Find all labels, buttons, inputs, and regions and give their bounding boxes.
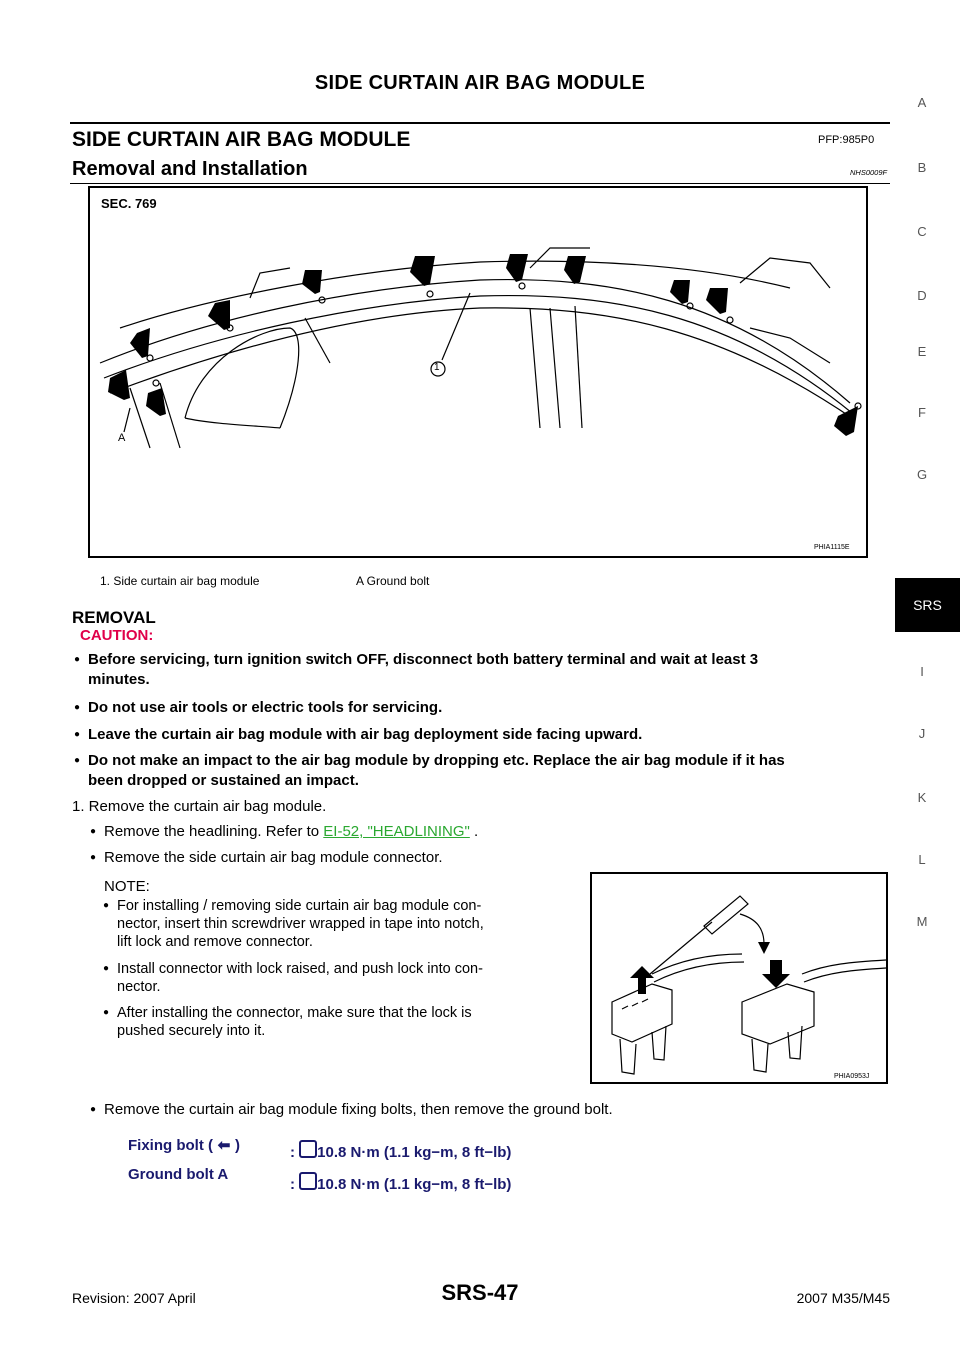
footer-page-number: SRS-47 bbox=[441, 1280, 519, 1305]
torque-fixing-value: : 10.8 N·m (1.1 kg−m, 8 ft−lb) bbox=[290, 1140, 511, 1161]
torque-ground-value: : 10.8 N·m (1.1 kg−m, 8 ft−lb) bbox=[290, 1172, 511, 1193]
index-letter-c[interactable]: C bbox=[917, 224, 927, 239]
caution-item-2: ● Do not use air tools or electric tools for servicing. bbox=[74, 699, 443, 716]
subsection-code: NHS0009F bbox=[850, 168, 888, 177]
index-letter-f[interactable]: F bbox=[918, 405, 926, 420]
figure-sec-number: SEC. 769 bbox=[101, 196, 157, 211]
torque-ground-label: Ground bolt A bbox=[128, 1166, 229, 1183]
bullet-icon: ● bbox=[103, 900, 110, 911]
bullet-icon: ● bbox=[74, 702, 81, 713]
index-letter-m[interactable]: M bbox=[916, 914, 928, 929]
index-letter-e[interactable]: E bbox=[917, 344, 927, 359]
figure-roof-rail-diagram bbox=[88, 186, 868, 558]
index-letter-d[interactable]: D bbox=[917, 288, 927, 303]
bullet-icon: ● bbox=[74, 729, 81, 740]
index-letter-k[interactable]: K bbox=[917, 790, 927, 805]
bullet-icon: ● bbox=[90, 826, 97, 837]
roof-rail-illustration bbox=[90, 188, 866, 556]
sub-step-connector: ● Remove the side curtain air bag module connector. bbox=[90, 849, 443, 866]
caution-label: CAUTION: bbox=[80, 627, 154, 644]
section-code: PFP:985P0 bbox=[818, 134, 875, 146]
index-letter-l[interactable]: L bbox=[918, 852, 926, 867]
note-item-1-line2: nector, insert thin screwdriver wrapped in tape into notch, bbox=[117, 916, 484, 932]
header-rule bbox=[70, 122, 890, 124]
sub-step-headlining: ● Remove the headlining. Refer to EI-52, "HEADLINING" . bbox=[90, 823, 479, 840]
bullet-icon: ● bbox=[103, 963, 110, 974]
note-label: NOTE: bbox=[104, 878, 150, 895]
bullet-icon: ● bbox=[103, 1007, 110, 1018]
index-letter-j[interactable]: J bbox=[918, 726, 926, 741]
torque-fixing-label: Fixing bolt ( ⬅ ) bbox=[128, 1137, 240, 1154]
subsection-title: Removal and Installation bbox=[72, 158, 308, 180]
index-letter-b[interactable]: B bbox=[917, 160, 927, 175]
callout-1: 1 bbox=[434, 362, 440, 373]
index-letter-g[interactable]: G bbox=[916, 467, 928, 482]
footer-revision: Revision: 2007 April bbox=[72, 1290, 196, 1306]
index-tab-srs[interactable]: SRS bbox=[895, 578, 960, 632]
figure-connector-diagram bbox=[590, 872, 888, 1084]
figure-code-1: PHIA1115E bbox=[814, 544, 850, 551]
legend-item-a: A Ground bolt bbox=[356, 574, 430, 588]
caution-item-4: ● Do not make an impact to the air bag module by dropping etc. Replace the air bag module if it has bbox=[74, 752, 785, 769]
note-item-3-line2: pushed securely into it. bbox=[117, 1023, 266, 1039]
note-item-2: ● Install connector with lock raised, and push lock into con- bbox=[103, 961, 483, 977]
caution-item-1-cont: minutes. bbox=[88, 671, 150, 688]
bullet-icon: ● bbox=[90, 1104, 97, 1115]
footer-model: 2007 M35/M45 bbox=[796, 1290, 890, 1306]
note-item-3: ● After installing the connector, make sure that the lock is bbox=[103, 1005, 472, 1021]
index-letter-i[interactable]: I bbox=[920, 664, 924, 679]
note-item-1-line3: lift lock and remove connector. bbox=[117, 934, 313, 950]
note-item-2-line2: nector. bbox=[117, 979, 161, 995]
subsection-rule bbox=[70, 183, 890, 184]
removal-heading: REMOVAL bbox=[72, 608, 156, 627]
page-header-title: SIDE CURTAIN AIR BAG MODULE bbox=[314, 72, 646, 94]
headlining-link[interactable]: EI-52, "HEADLINING" bbox=[323, 823, 470, 840]
arrow-left-icon: ⬅ bbox=[217, 1137, 231, 1154]
caution-item-4-cont: been dropped or sustained an impact. bbox=[88, 772, 359, 789]
index-letter-a[interactable]: A bbox=[917, 95, 927, 110]
note-item-1: ● For installing / removing side curtain air bag module con- bbox=[103, 898, 482, 914]
callout-a: A bbox=[118, 432, 126, 444]
torque-wrench-icon bbox=[299, 1172, 317, 1190]
step-1: 1. Remove the curtain air bag module. bbox=[72, 798, 327, 815]
bullet-icon: ● bbox=[90, 852, 97, 863]
sub-step-fixing-bolts: ● Remove the curtain air bag module fixing bolts, then remove the ground bolt. bbox=[90, 1101, 613, 1118]
figure-code-2: PHIA0953J bbox=[834, 1073, 870, 1080]
connector-illustration bbox=[592, 874, 886, 1082]
bullet-icon: ● bbox=[74, 755, 81, 766]
bullet-icon: ● bbox=[74, 654, 81, 665]
caution-item-1: ● Before servicing, turn ignition switch OFF, disconnect both battery terminal and wait at least 3 bbox=[74, 651, 759, 668]
torque-wrench-icon bbox=[299, 1140, 317, 1158]
section-title: SIDE CURTAIN AIR BAG MODULE bbox=[72, 128, 411, 151]
legend-item-1: 1. Side curtain air bag module bbox=[100, 574, 260, 588]
caution-item-3: ● Leave the curtain air bag module with air bag deployment side facing upward. bbox=[74, 726, 643, 743]
